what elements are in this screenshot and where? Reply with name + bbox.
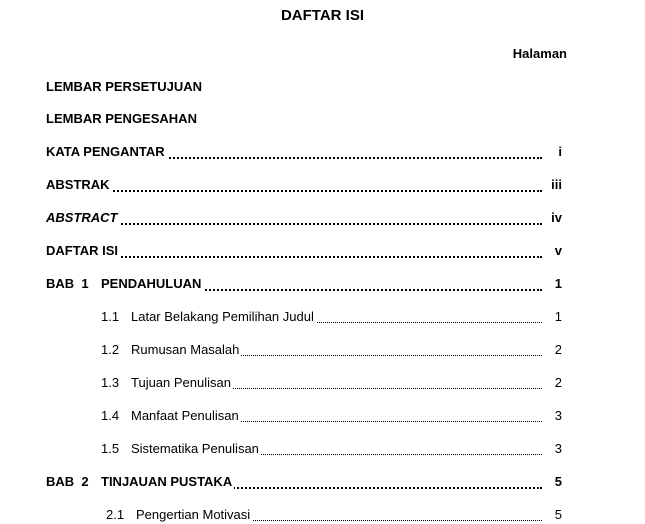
toc-section-title: Sistematika Penulisan (131, 441, 259, 456)
toc-entry-label (101, 308, 316, 326)
toc-chapter-entry (0, 275, 645, 293)
toc-chapter-title: TINJAUAN PUSTAKA (101, 474, 233, 489)
toc-section-number: 1.2 (101, 342, 120, 357)
toc-subsection-entry (0, 374, 645, 392)
toc-page-number: i (558, 144, 562, 159)
toc-section-title: Tujuan Penulisan (131, 375, 231, 390)
toc-section-title: Pengertian Motivasi (136, 507, 251, 522)
toc-page-number: 2 (554, 342, 562, 357)
toc-page-number: 1 (554, 276, 562, 291)
toc-section-title: Rumusan Masalah (131, 342, 240, 357)
toc-entry-label: ABSTRAK (46, 177, 110, 192)
toc-section-title: Latar Belakang Pemilihan Judul (131, 309, 314, 324)
toc-section-number: 2.1 (106, 507, 125, 522)
toc-entry-label (101, 374, 233, 392)
toc-page-number: iii (551, 177, 562, 192)
toc-page-number: 2 (554, 375, 562, 390)
toc-subsection-entry (0, 506, 645, 524)
toc-section-number: 1.1 (101, 309, 120, 324)
toc-subsection-entry (0, 308, 645, 326)
toc-entry-label: LEMBAR PENGESAHAN (46, 111, 197, 126)
toc-entry (0, 78, 645, 96)
toc-entry (0, 110, 645, 128)
toc-entry-label (101, 407, 241, 425)
toc-entry-label: ABSTRACT (46, 210, 118, 225)
toc-entry-label (101, 440, 261, 458)
toc-entry (0, 209, 645, 227)
toc-chapter-title: PENDAHULUAN (101, 276, 202, 291)
toc-entry-label (106, 506, 252, 524)
toc-page-number: 3 (554, 408, 562, 423)
toc-section-number: 1.5 (101, 441, 120, 456)
toc-page-number: v (554, 243, 562, 258)
toc-page-number: iv (551, 210, 562, 225)
toc-dot-leader (46, 180, 542, 192)
toc-subsection-entry (0, 407, 645, 425)
toc-entry (0, 242, 645, 260)
toc-entry (0, 176, 645, 194)
toc-entry (0, 143, 645, 161)
toc-section-title: Manfaat Penulisan (131, 408, 239, 423)
toc-page-number: 5 (554, 474, 562, 489)
toc-chapter-number: BAB 1 (46, 276, 89, 291)
toc-entry-label (101, 341, 241, 359)
toc-subsection-entry (0, 341, 645, 359)
toc-section-number: 1.3 (101, 375, 120, 390)
toc-dot-leader (46, 246, 542, 258)
toc-entry-label (46, 473, 234, 491)
toc-page-number: 1 (554, 309, 562, 324)
toc-chapter-number: BAB 2 (46, 474, 89, 489)
toc-subsection-entry (0, 440, 645, 458)
toc-section-number: 1.4 (101, 408, 120, 423)
toc-page-number: 5 (554, 507, 562, 522)
toc-entry-label: KATA PENGANTAR (46, 144, 165, 159)
toc-page-number: 3 (554, 441, 562, 456)
toc-chapter-entry (0, 473, 645, 491)
page-column-header: Halaman (512, 46, 567, 61)
toc-dot-leader (46, 213, 542, 225)
toc-entry-label: DAFTAR ISI (46, 243, 118, 258)
toc-entry-label: LEMBAR PERSETUJUAN (46, 79, 203, 94)
toc-entry-label (46, 275, 203, 293)
document-title: DAFTAR ISI (280, 7, 365, 24)
